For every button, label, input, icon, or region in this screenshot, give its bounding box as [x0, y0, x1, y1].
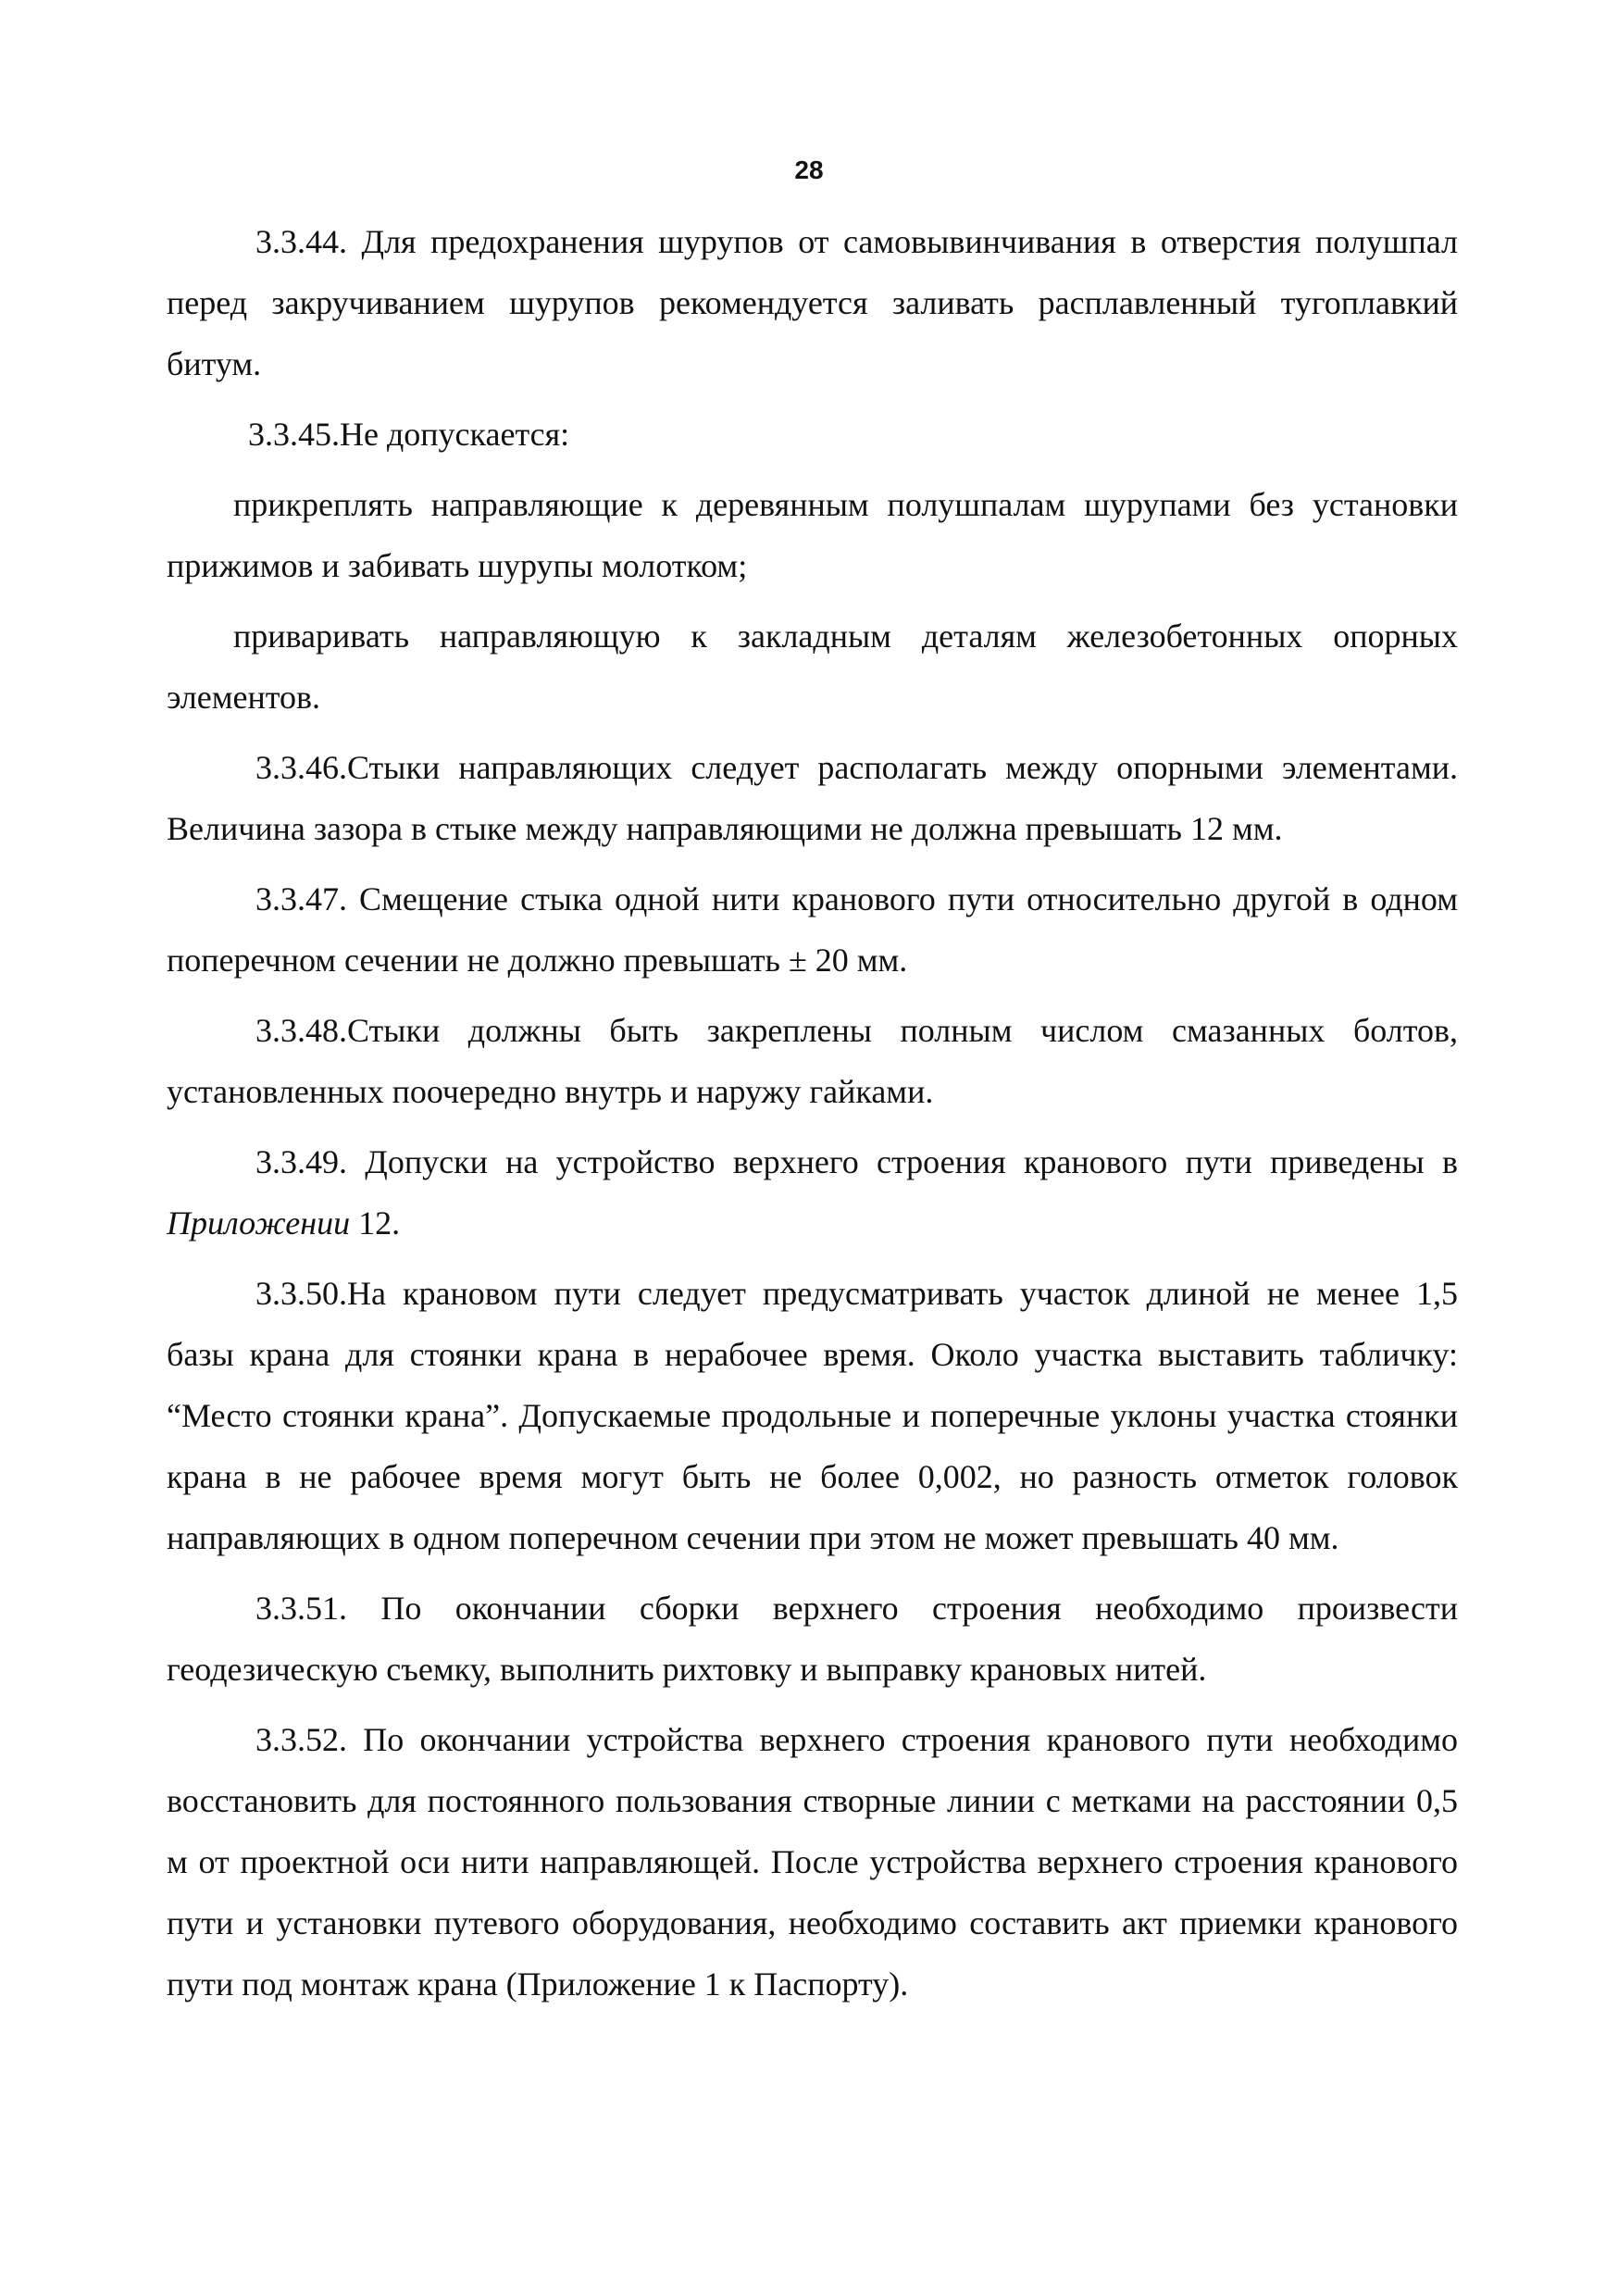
- paragraph-3-3-51: 3.3.51. По окончании сборки верхнего строения необходимо произвести геодезическую съемку, выполнить рихтовку и выправку крановых нитей.: [167, 1590, 1458, 1688]
- paragraph-3-3-46: 3.3.46.Стыки направляющих следует располагать между опорными элементами. Величина зазора в стыке между направляющими не должна превышать 12 мм.: [167, 749, 1458, 847]
- page-number: 28: [794, 156, 824, 184]
- list-item-welding: приваривать направляющую к закладным деталям железобетонных опорных элементов.: [167, 618, 1458, 716]
- paragraph-3-3-48: 3.3.48.Стыки должны быть закреплены полным числом смазанных болтов, установленных поочередно внутрь и наружу гайками.: [167, 1012, 1458, 1110]
- appendix-reference: Приложении: [167, 1204, 351, 1242]
- paragraph-3-3-45: 3.3.45.Не допускается:: [248, 416, 570, 453]
- paragraph-3-3-52: 3.3.52. По окончании устройства верхнего строения кранового пути необходимо восстановить для постоянного пользования створные линии с метками на расстоянии 0,5 м от проектной оси нити направляющей. После устройства верхнего строения кранового пути и установки путевого оборудования, необходимо составить акт приемки кранового пути под монтаж крана (Приложение 1 к Паспорту).: [167, 1721, 1458, 2003]
- paragraph-3-3-50: 3.3.50.На крановом пути следует предусматривать участок длиной не менее 1,5 базы крана для стоянки крана в нерабочее время. Около участка выставить табличку: “Место стоянки крана”. Допускаемые продольные и поперечные уклоны участка стоянки крана в не рабочее время могут быть не более 0,002, но разность отметок головок направляющих в одном поперечном сечении при этом не может превышать 40 мм.: [167, 1275, 1458, 1556]
- list-item-fastening: прикреплять направляющие к деревянным полушпалам шурупами без установки прижимов и забивать шурупы молотком;: [167, 486, 1458, 584]
- paragraph-3-3-49-text: 3.3.49. Допуски на устройство верхнего строения кранового пути приведены в: [255, 1143, 1458, 1180]
- appendix-number: 12.: [350, 1204, 401, 1242]
- paragraph-3-3-49: [167, 1131, 1458, 1254]
- page-body: [167, 211, 1458, 2024]
- paragraph-3-3-47: 3.3.47. Смещение стыка одной нити кранового пути относительно другой в одном поперечном сечении не должно превышать ± 20 мм.: [167, 880, 1458, 979]
- paragraph-3-3-44: 3.3.44. Для предохранения шурупов от самовывинчивания в отверстия полушпал перед закручиванием шурупов рекомендуется заливать расплавленный тугоплавкий битум.: [167, 223, 1458, 382]
